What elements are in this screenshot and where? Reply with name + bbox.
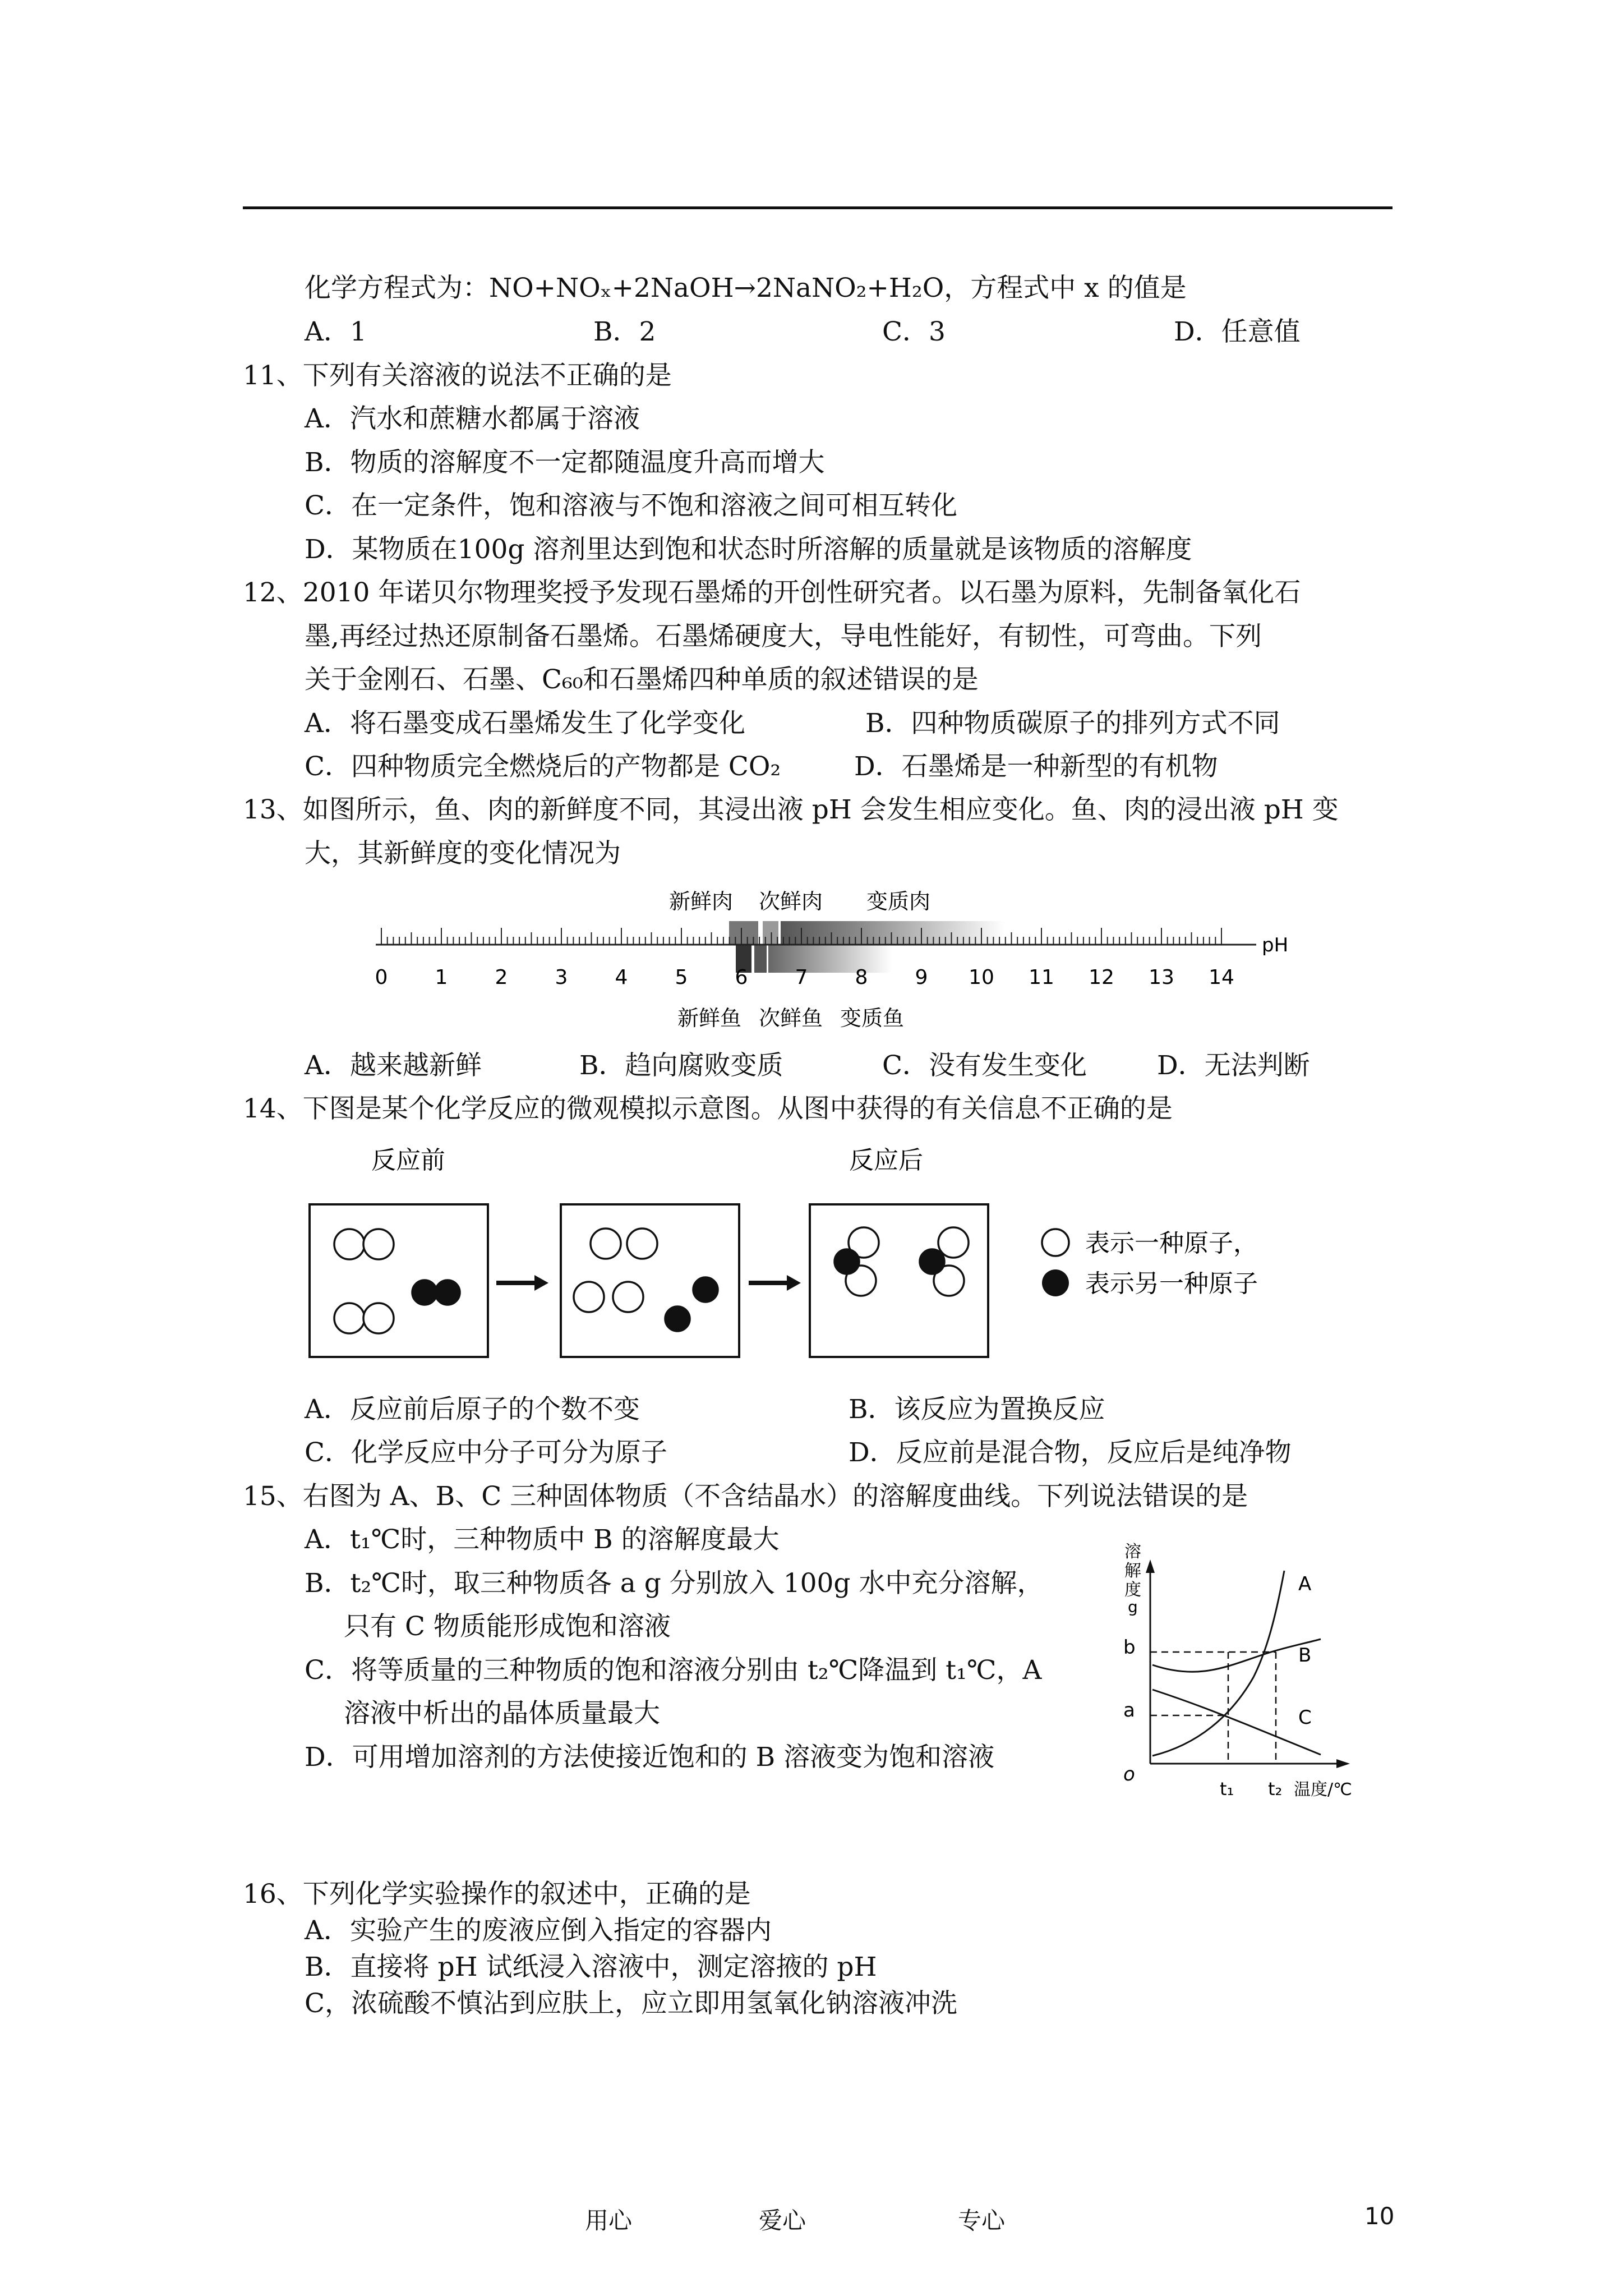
- ph-axis-unit: pH: [1262, 934, 1289, 956]
- q15-option-d: D．可用增加溶剂的方法使接近饱和的 B 溶液变为饱和溶液: [305, 1742, 995, 1773]
- q11-option-c: C．在一定条件，饱和溶液与不饱和溶液之间可相互转化: [305, 490, 957, 521]
- legend-black-text: 表示另一种原子: [1085, 1269, 1258, 1298]
- q11-option-a: A．汽水和蔗糖水都属于溶液: [305, 403, 640, 434]
- x-tick-t2: t₂: [1268, 1778, 1283, 1800]
- reaction-diagram: [303, 1136, 1368, 1366]
- q13-stem-line-1: 13、如图所示，鱼、肉的新鲜度不同，其浸出液 pH 会发生相应变化。鱼、肉的浸出液 pH 变: [243, 794, 1339, 825]
- label-fresh-meat: 新鲜肉: [668, 889, 734, 914]
- q12-option-c: C．四种物质完全燃烧后的产物都是 CO₂: [305, 751, 781, 782]
- ph-tick-label: 4: [615, 966, 628, 989]
- q12-stem-line-1: 12、2010 年诺贝尔物理奖授予发现石墨烯的开创性研究者。以石墨为原料，先制备氧化石: [243, 577, 1301, 608]
- ph-scale-figure: [336, 875, 1301, 1043]
- q13-option-d: D．无法判断: [1157, 1050, 1310, 1081]
- curve-a: [1152, 1571, 1284, 1756]
- footer-item-3: 专心: [958, 2207, 1006, 2234]
- before-label: 反应前: [371, 1146, 445, 1175]
- header-rule: [243, 206, 1393, 209]
- q12-option-a: A．将石墨变成石墨烯发生了化学变化: [305, 708, 745, 739]
- y-label-char-3: 度: [1124, 1580, 1141, 1600]
- solubility-graph: [1113, 1537, 1377, 1806]
- curve-label-a: A: [1298, 1573, 1312, 1595]
- q10-option-d: D．任意值: [1174, 316, 1301, 347]
- y-axis-arrow: [1146, 1559, 1155, 1573]
- ph-tick-label: 8: [855, 966, 868, 989]
- box-before-molecules: [334, 1229, 460, 1333]
- y-label-unit: g: [1128, 1598, 1138, 1616]
- curve-c: [1152, 1690, 1321, 1755]
- curve-b: [1152, 1639, 1321, 1672]
- q15-option-c-line-2: 溶液中析出的晶体质量最大: [344, 1698, 660, 1729]
- curve-label-c: C: [1298, 1706, 1312, 1729]
- q13-option-b: B．趋向腐败变质: [579, 1050, 783, 1081]
- ph-tick-label: 11: [1029, 966, 1054, 989]
- q11-stem: 11、下列有关溶液的说法不正确的是: [243, 360, 672, 391]
- q13-option-c: C．没有发生变化: [882, 1050, 1087, 1081]
- arrow-2-head: [787, 1275, 801, 1291]
- label-fresh-fish: 新鲜鱼: [677, 1006, 742, 1030]
- box-middle-atoms: [574, 1228, 718, 1331]
- box-before: [310, 1204, 488, 1357]
- ph-tick-label: 6: [735, 966, 748, 989]
- q14-stem: 14、下图是某个化学反应的微观模拟示意图。从图中获得的有关信息不正确的是: [243, 1093, 1173, 1124]
- legend-white-atom: [1042, 1229, 1069, 1256]
- q12-stem-line-3: 关于金刚石、石墨、C₆₀和石墨烯四种单质的叙述错误的是: [305, 664, 979, 695]
- ph-tick-label: 13: [1149, 966, 1174, 989]
- q12-option-d: D．石墨烯是一种新型的有机物: [854, 751, 1218, 782]
- q11-option-d: D．某物质在100g 溶剂里达到饱和状态时所溶解的质量就是该物质的溶解度: [305, 534, 1192, 565]
- label-spoiled-meat: 变质肉: [866, 889, 931, 914]
- q15-option-b-line-1: B．t₂℃时，取三种物质各 a g 分别放入 100g 水中充分溶解，: [305, 1568, 1044, 1599]
- x-axis-unit: 温度/℃: [1294, 1780, 1352, 1800]
- ph-tick-label: 7: [795, 966, 808, 989]
- ph-tick-label: 1: [435, 966, 448, 989]
- ph-tick-label: 5: [675, 966, 688, 989]
- x-axis-arrow: [1336, 1759, 1350, 1768]
- footer-item-2: 爱心: [759, 2207, 806, 2234]
- after-label: 反应后: [849, 1146, 923, 1175]
- q16-option-c: C，浓硫酸不慎沾到应肤上，应立即用氢氧化钠溶液冲洗: [305, 1988, 957, 2019]
- y-label-char-2: 解: [1124, 1561, 1141, 1581]
- second-fish-band: [754, 945, 767, 973]
- page-number: 10: [1364, 2202, 1395, 2230]
- ph-tick-label: 14: [1209, 966, 1234, 989]
- ph-tick-label: 3: [555, 966, 568, 989]
- q10-equation-line: 化学方程式为：NO+NOₓ+2NaOH→2NaNO₂+H₂O，方程式中 x 的值是: [305, 273, 1187, 303]
- q16-option-b: B．直接将 pH 试纸浸入溶液中，测定溶掖的 pH: [305, 1952, 877, 1982]
- ph-axis-ticks: [381, 928, 1221, 945]
- q13-stem-line-2: 大，其新鲜度的变化情况为: [305, 838, 621, 869]
- ph-tick-label: 10: [969, 966, 994, 989]
- q14-option-a: A．反应前后原子的个数不变: [305, 1394, 640, 1425]
- ph-tick-label: 0: [375, 966, 388, 989]
- footer-item-1: 用心: [585, 2207, 633, 2234]
- q15-stem: 15、右图为 A、B、C 三种固体物质（不含结晶水）的溶解度曲线。下列说法错误的是: [243, 1481, 1248, 1512]
- q14-option-c: C．化学反应中分子可分为原子: [305, 1437, 667, 1468]
- box-after-molecules: [834, 1227, 969, 1296]
- label-second-meat: 次鲜肉: [758, 889, 823, 914]
- y-tick-a: a: [1123, 1699, 1135, 1722]
- spoiled-fish-band: [768, 945, 892, 973]
- origin-label: o: [1123, 1763, 1135, 1786]
- y-label-char-1: 溶: [1124, 1542, 1141, 1562]
- q12-option-b: B．四种物质碳原子的排列方式不同: [865, 708, 1280, 739]
- legend-white-text: 表示一种原子，: [1085, 1229, 1258, 1258]
- q16-stem: 16、下列化学实验操作的叙述中，正确的是: [243, 1879, 751, 1910]
- ph-tick-label: 2: [495, 966, 508, 989]
- spoiled-meat-band: [781, 921, 1005, 945]
- q15-option-b-line-2: 只有 C 物质能形成饱和溶液: [344, 1611, 671, 1642]
- x-tick-t1: t₁: [1220, 1778, 1234, 1800]
- label-spoiled-fish: 变质鱼: [840, 1006, 905, 1030]
- q10-option-b: B．2: [593, 316, 656, 347]
- arrow-1-head: [534, 1275, 548, 1291]
- legend-black-atom: [1042, 1269, 1069, 1296]
- ph-tick-label: 9: [915, 966, 928, 989]
- q10-option-c: C．3: [882, 316, 946, 347]
- q12-stem-line-2: 墨,再经过热还原制备石墨烯。石墨烯硬度大，导电性能好，有韧性，可弯曲。下列: [305, 621, 1262, 652]
- label-second-fish: 次鲜鱼: [758, 1006, 823, 1030]
- q11-option-b: B．物质的溶解度不一定都随温度升高而增大: [305, 447, 825, 478]
- q10-option-a: A．1: [305, 316, 367, 347]
- curve-label-b: B: [1298, 1644, 1312, 1667]
- ph-tick-label: 12: [1089, 966, 1114, 989]
- q15-option-c-line-1: C．将等质量的三种物质的饱和溶液分别由 t₂℃降温到 t₁℃，A: [305, 1655, 1042, 1686]
- ph-tick-labels: [375, 966, 1234, 989]
- q14-option-d: D．反应前是混合物，反应后是纯净物: [849, 1437, 1292, 1468]
- y-tick-b: b: [1123, 1636, 1136, 1659]
- q15-option-a: A．t₁℃时，三种物质中 B 的溶解度最大: [305, 1524, 780, 1555]
- q14-option-b: B．该反应为置换反应: [849, 1394, 1105, 1425]
- q13-option-a: A．越来越新鲜: [305, 1050, 482, 1081]
- q16-option-a: A．实验产生的废液应倒入指定的容器内: [305, 1915, 772, 1946]
